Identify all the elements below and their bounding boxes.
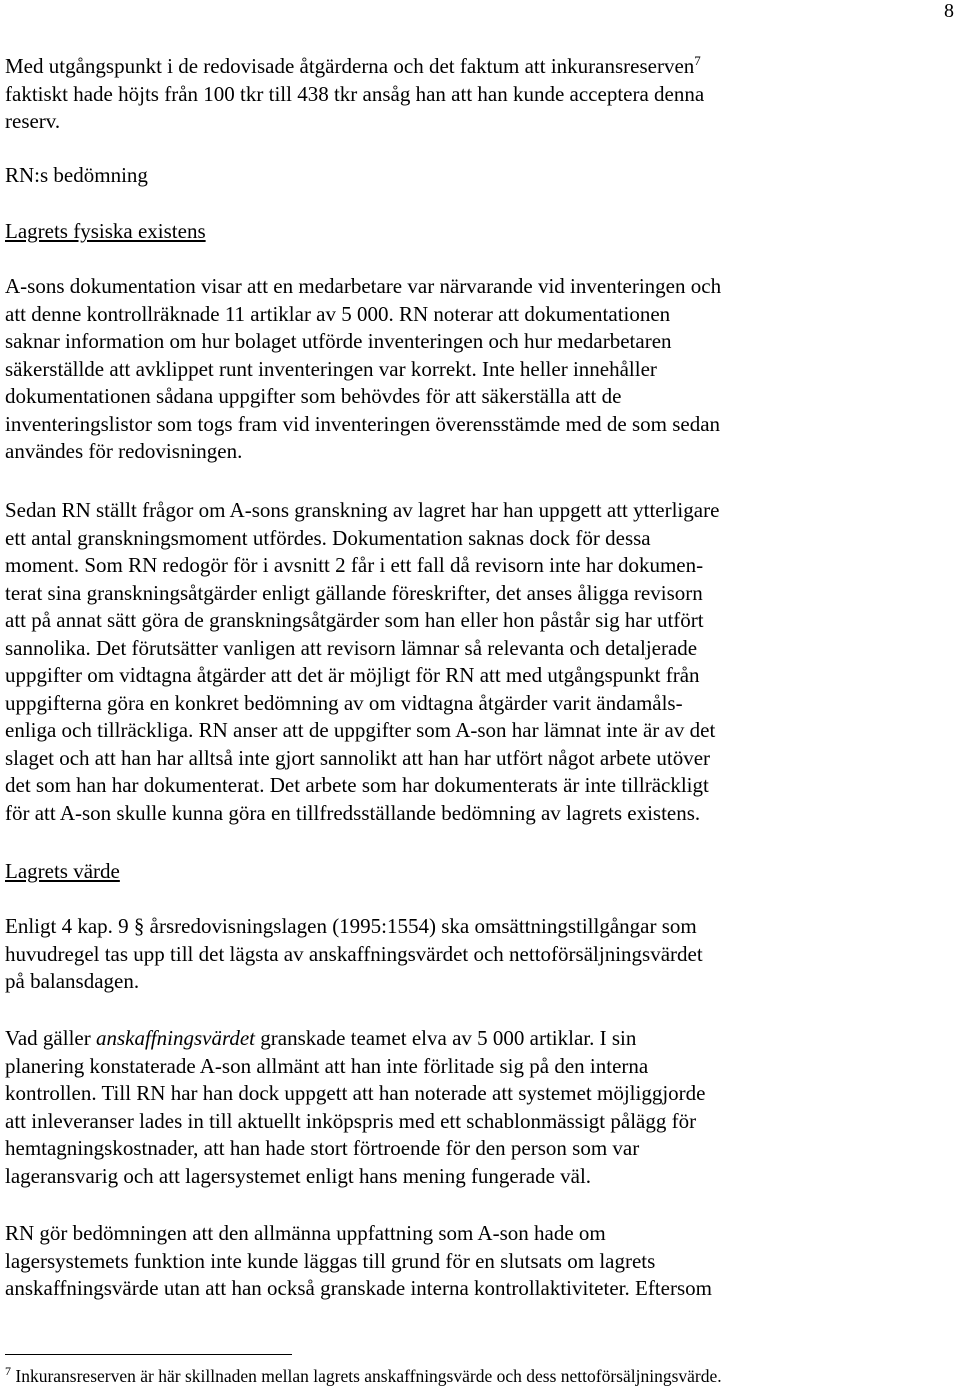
paragraph-line: säkerställde att avklippet runt inventeringen var korrekt. Inte heller innehåller <box>5 356 657 381</box>
section-heading-existence: Lagrets fysiska existens <box>5 219 206 243</box>
paragraph-line: moment. Som RN redogör för i avsnitt 2 får i ett fall då revisorn inte har dokumen- <box>5 553 704 577</box>
paragraph-line: det som han har dokumenterat. Det arbete som har dokumenterats är inte tillräckligt <box>5 773 709 797</box>
paragraph-line: RN gör bedömningen att den allmänna uppfattning som A-son hade om <box>5 1221 606 1245</box>
intro-line: faktiskt hade höjts från 100 tkr till 438 tkr ansåg han att han kunde acceptera denna <box>5 81 705 106</box>
paragraph-existence-2 <box>5 497 835 827</box>
paragraph-line: planering konstaterade A-son allmänt att han inte förlitade sig på den interna <box>5 1053 649 1078</box>
section-heading-assessment: RN:s bedömning <box>5 163 148 187</box>
paragraph-text: Vad gäller <box>5 1026 96 1050</box>
paragraph-line: användes för redovisningen. <box>5 439 243 463</box>
paragraph-value-2 <box>5 1025 835 1190</box>
paragraph-line: slaget och att han har alltså inte gjort sannolikt att han har utfört något arbete utöver <box>5 745 711 770</box>
paragraph-line: att denne kontrollräknade 11 artiklar av 5 000. RN noterar att dokumentationen <box>5 301 671 326</box>
footnote <box>5 1364 722 1388</box>
paragraph-line: uppgifterna göra en konkret bedömning av om vidtagna åtgärder varit ändamåls- <box>5 690 683 715</box>
page-number: 8 <box>944 0 954 22</box>
paragraph-line: att inleveranser lades in till aktuellt inköpspris med ett schablonmässigt pålägg för <box>5 1108 697 1133</box>
intro-line: reserv. <box>5 109 61 133</box>
paragraph-line: hemtagningskostnader, att han hade stort förtroende för den person som var <box>5 1136 640 1160</box>
paragraph-line: för att A-son skulle kunna göra en tillfredsställande bedömning av lagrets existens. <box>5 800 701 825</box>
paragraph-line: lagersystemets funktion inte kunde läggas till grund för en slutsats om lagrets <box>5 1248 656 1273</box>
paragraph-line: Sedan RN ställt frågor om A-sons granskning av lagret har han uppgett att ytterligare <box>5 498 720 522</box>
paragraph-line: Enligt 4 kap. 9 § årsredovisningslagen (1995:1554) ska omsättningstillgångar som <box>5 914 697 938</box>
paragraph-line: terat sina granskningsåtgärder enligt gällande föreskrifter, det anses åligga revisorn <box>5 580 703 605</box>
paragraph-line: dokumentationen sådana uppgifter som behövdes för att säkerställa att de <box>5 384 622 408</box>
paragraph-line: A-sons dokumentation visar att en medarbetare var närvarande vid inventeringen och <box>5 274 722 298</box>
paragraph-line: sannolika. Det förutsätter vanligen att revisorn lämnar så relevanta och detaljerade <box>5 635 698 660</box>
paragraph-line: lageransvarig och att lagersystemet enligt hans mening fungerade väl. <box>5 1163 592 1188</box>
paragraph-line: enliga och tillräckliga. RN anser att de uppgifter som A-son har lämnat inte är av det <box>5 718 716 742</box>
paragraph-line: saknar information om hur bolaget utförde inventeringen och hur medarbetaren <box>5 329 672 353</box>
paragraph-text: granskade teamet elva av 5 000 artiklar. I sin <box>255 1026 637 1050</box>
intro-paragraph <box>5 53 835 136</box>
paragraph-line: anskaffningsvärde utan att han också granskade interna kontrollaktiviteter. Eftersom <box>5 1276 712 1300</box>
paragraph-value-3 <box>5 1220 835 1303</box>
emphasized-term: anskaffningsvärdet <box>95 1026 256 1050</box>
paragraph-line: kontrollen. Till RN har han dock uppgett att han noterade att systemet möjliggjorde <box>5 1081 706 1105</box>
paragraph-line: ett antal granskningsmoment utfördes. Dokumentation saknas dock för dessa <box>5 525 651 550</box>
footnote-number: 7 <box>5 1364 11 1379</box>
paragraph-line: att på annat sätt göra de granskningsåtgärder som han eller hon påstår sig har utfört <box>5 608 704 632</box>
intro-line: Med utgångspunkt i de redovisade åtgärderna och det faktum att inkuransreserven <box>5 54 695 78</box>
footnote-text: Inkuransreserven är här skillnaden mellan lagrets anskaffningsvärde och dess nettoförsäljningsvärde. <box>11 1366 722 1386</box>
paragraph-value-1 <box>5 913 835 996</box>
section-heading-value: Lagrets värde <box>5 859 120 883</box>
paragraph-line: inventeringslistor som togs fram vid inventeringen överensstämde med de som sedan <box>5 411 721 436</box>
paragraph-existence-1 <box>5 273 835 466</box>
paragraph-line: huvudregel tas upp till det lägsta av anskaffningsvärdet och nettoförsäljningsvärdet <box>5 941 703 966</box>
footnote-divider <box>5 1354 292 1355</box>
paragraph-line: uppgifter om vidtagna åtgärder att det är möjligt för RN att med utgångspunkt från <box>5 663 700 687</box>
footnote-reference: 7 <box>694 53 701 68</box>
paragraph-line: på balansdagen. <box>5 969 140 993</box>
